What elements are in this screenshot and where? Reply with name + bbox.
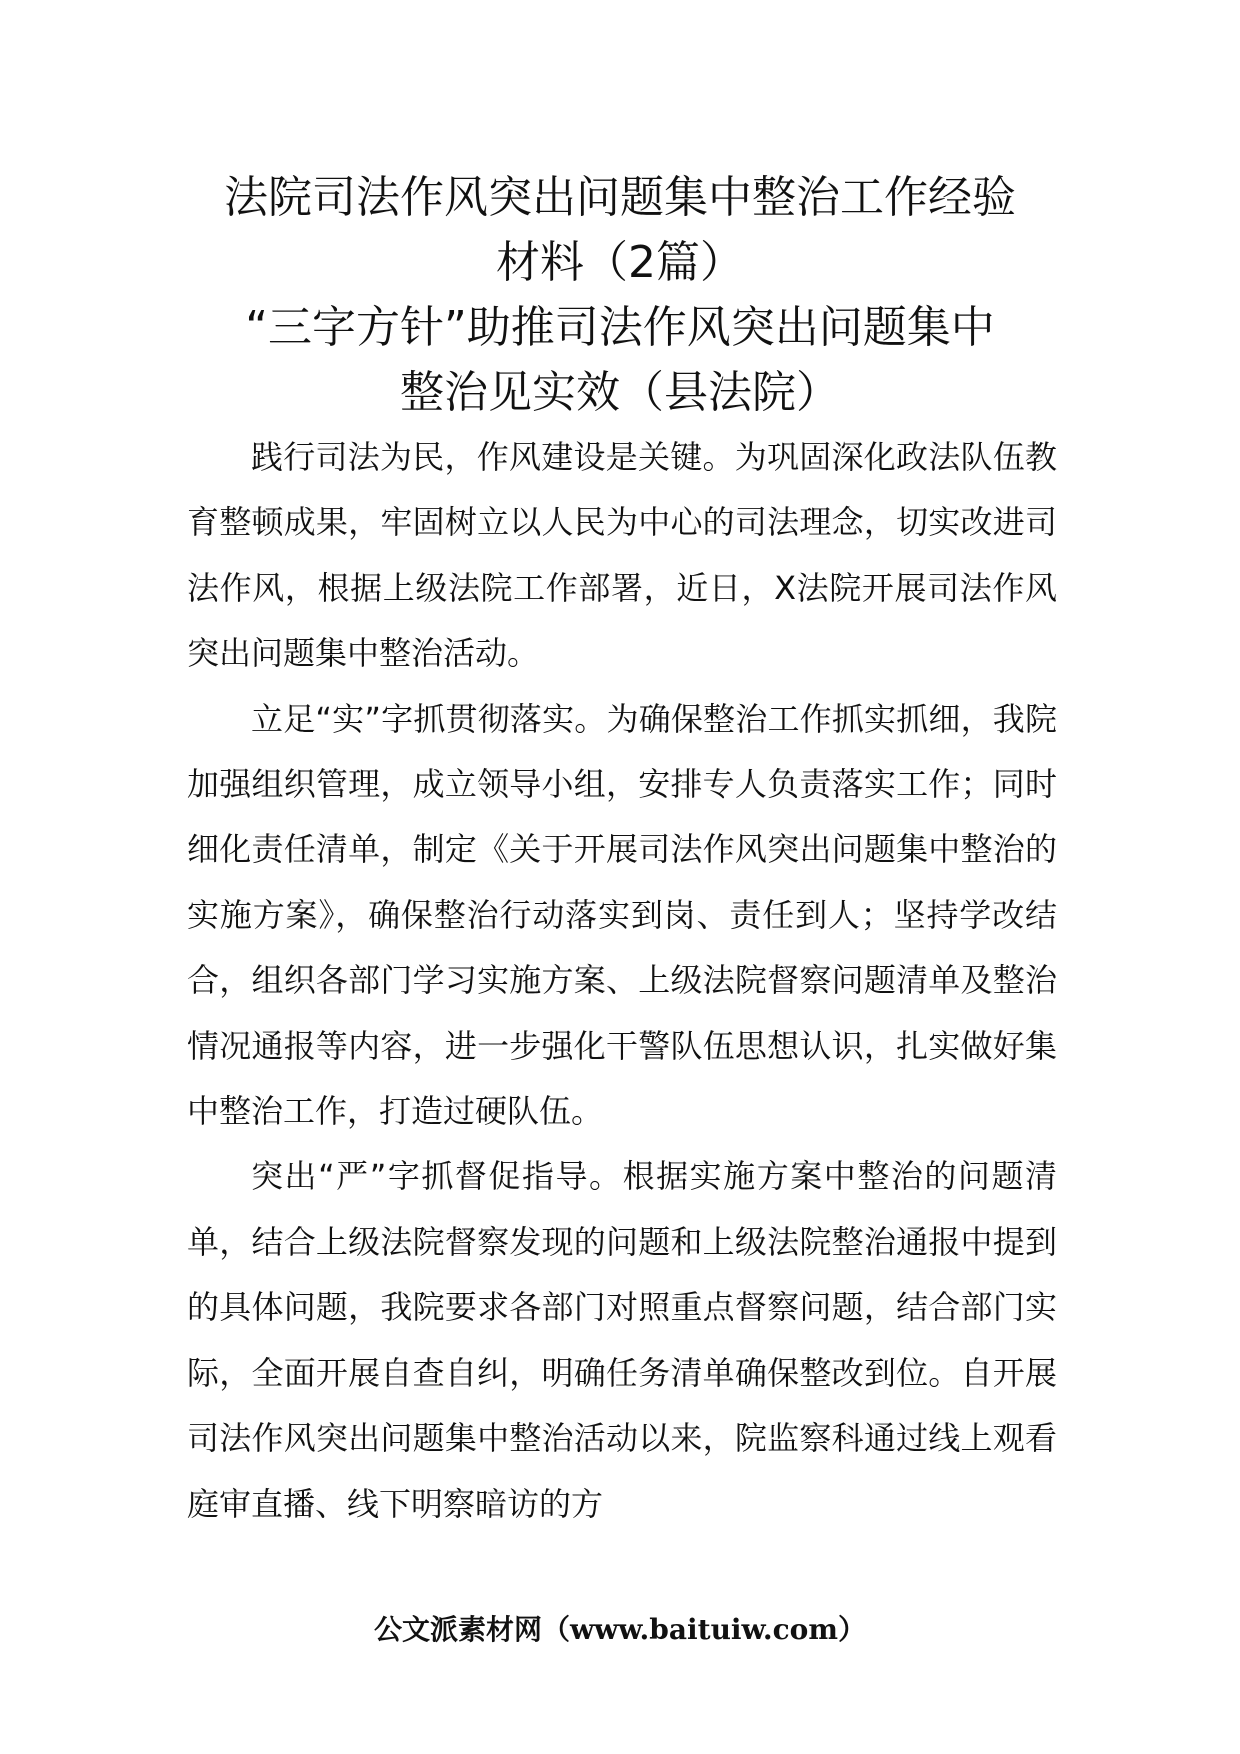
paragraph-supervision: 突出“严”字抓督促指导。根据实施方案中整治的问题清单，结合上级法院督察发现的问题和上级法院整治通报中提到的具体问题，我院要求各部门对照重点督察问题，结合部门实际，全面开展自查自纠，明确任务清单确保整改到位。自开展司法作风突出问题集中整治活动以来，院监察科通过线上观看庭审直播、线下明察暗访的方 [187,1157,1057,1523]
document-title-line-1: 法院司法作风突出问题集中整治工作经验 [224,172,1016,223]
article-title [150,295,1090,425]
article-title-line-2: 整治见实效（县法院） [400,367,840,418]
article-title-line-1: “三字方针”助推司法作风突出问题集中 [245,302,995,353]
paragraph-implementation: 立足“实”字抓贯彻落实。为确保整治工作抓实抓细，我院加强组织管理，成立领导小组，安排专人负责落实工作；同时细化责任清单，制定《关于开展司法作风突出问题集中整治的实施方案》，确保整治行动落实到岗、责任到人；坚持学改结合，组织各部门学习实施方案、上级法院督察问题清单及整治情况通报等内容，进一步强化干警队伍思想认识，扎实做好集中整治工作，打造过硬队伍。 [187,699,1057,1131]
document-title [150,165,1090,295]
article-body [187,425,1057,1537]
watermark-footer: 公文派素材网（www.baituiw.com） [374,1613,866,1646]
paragraph-intro: 践行司法为民，作风建设是关键。为巩固深化政法队伍教育整顿成果，牢固树立以人民为中心的司法理念，切实改进司法作风，根据上级法院工作部署，近日，X法院开展司法作风突出问题集中整治活动。 [187,438,1057,673]
document-title-line-2: 材料（2篇） [496,237,744,288]
